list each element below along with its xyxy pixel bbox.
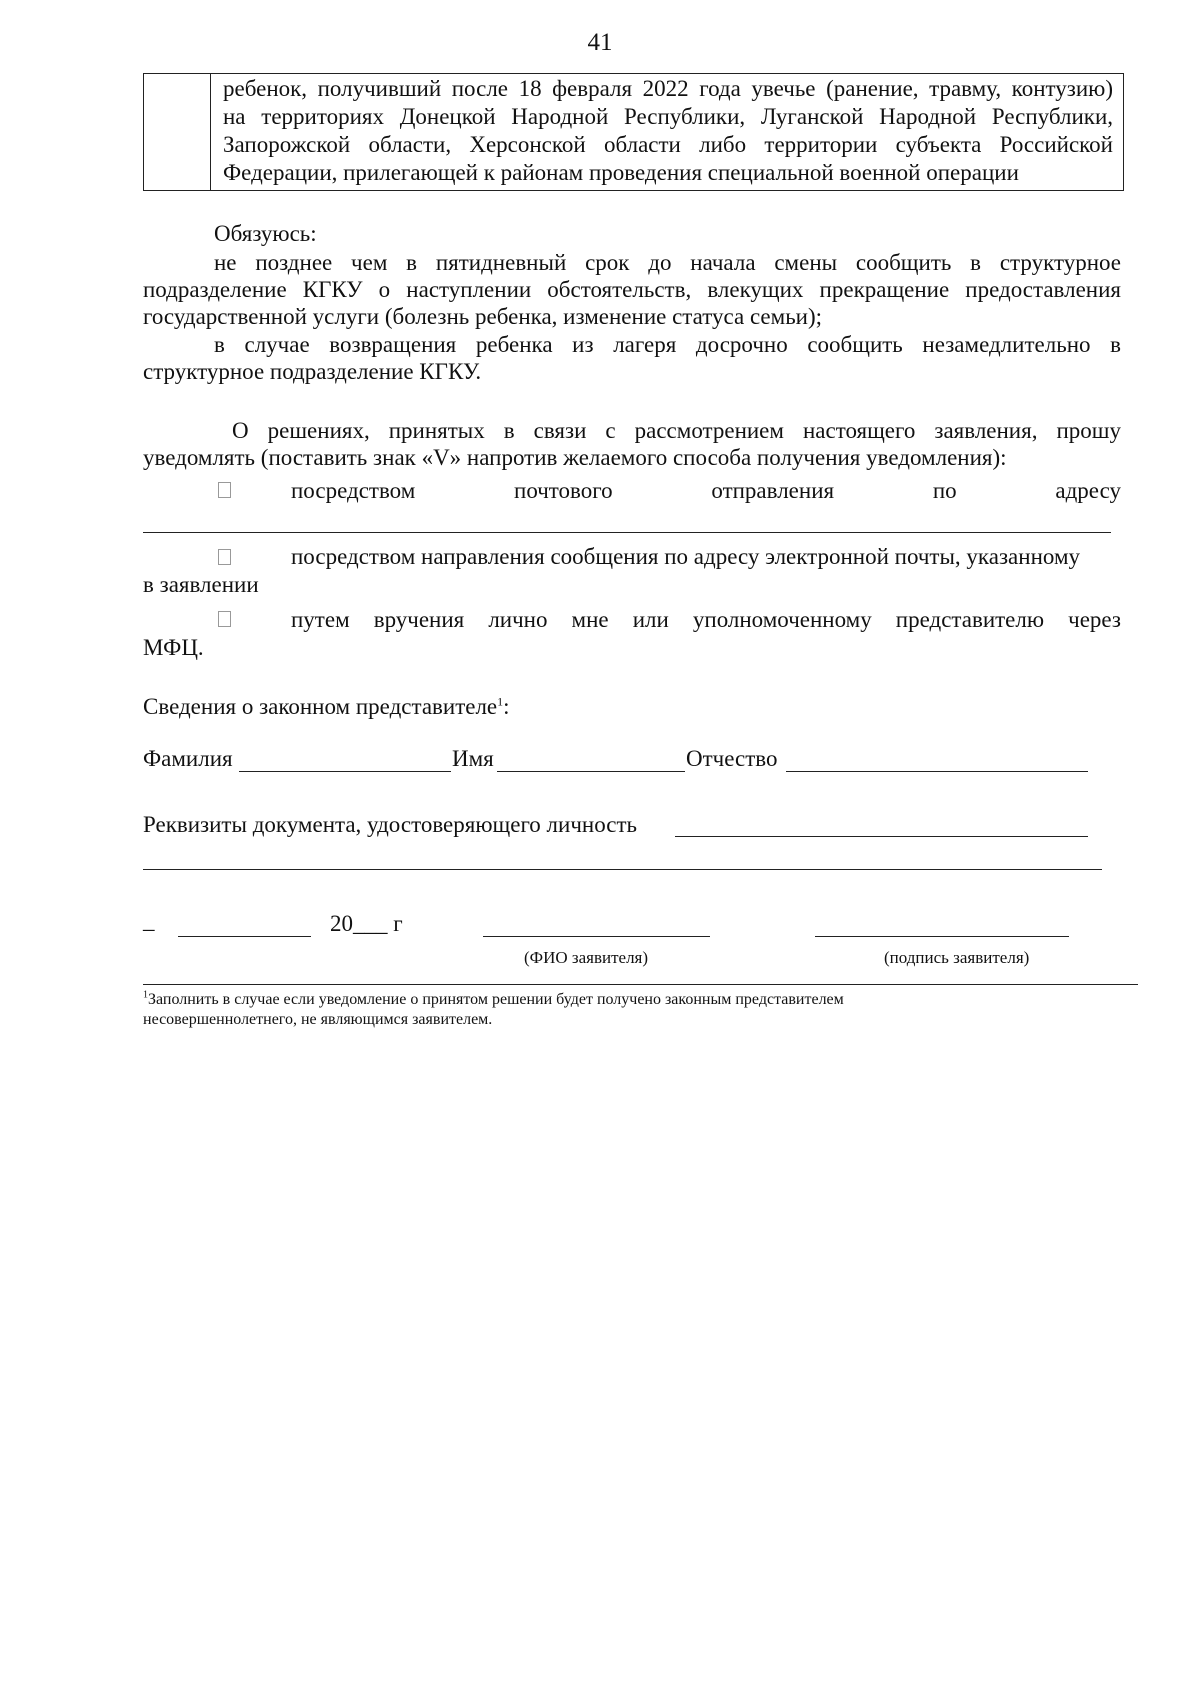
document-details-field-continued[interactable] (143, 869, 1102, 870)
applicant-name-field[interactable] (483, 936, 710, 937)
mfc-option-label-continued: МФЦ. (143, 635, 204, 660)
year-field[interactable] (330, 910, 403, 938)
fio-caption: (ФИО заявителя) (524, 948, 649, 967)
email-option-checkbox[interactable] (218, 549, 231, 565)
table-text-line: ребенок, получивший после 18 февраля 2022 года увечье (ранение, травму, контузию) (223, 76, 1113, 101)
year-suffix: г (393, 911, 403, 936)
page-number: 41 (587, 29, 613, 56)
post-address-field-line[interactable] (143, 532, 1111, 533)
footnote-line-2: несовершеннолетнего, не являющимся заявителем. (143, 1011, 493, 1028)
representative-heading-colon: : (503, 694, 510, 719)
patronymic-field[interactable] (786, 771, 1088, 772)
obligations-heading: Обязуюсь: (214, 221, 317, 246)
document-details-label: Реквизиты документа, удостоверяющего личность (143, 812, 638, 837)
obligation-item-1-line: государственной услуги (болезнь ребенка, изменение статуса семьи); (143, 304, 823, 329)
footnote-text-line (143, 990, 844, 1010)
notification-intro-line: О решениях, принятых в связи с рассмотрением настоящего заявления, прошу (232, 418, 1121, 443)
obligation-item-1-line: не позднее чем в пятидневный срок до начала смены сообщить в структурное (214, 250, 1121, 275)
table-text-line: Федерации, прилегающей к районам проведения специальной военной операции (223, 160, 1019, 185)
footnote-line-1: Заполнить в случае если уведомление о принятом решении будет получено законным представителем (148, 991, 844, 1008)
table-text-line: Запорожской области, Херсонской области либо территории субъекта Российской (223, 132, 1113, 157)
representative-heading-text: Сведения о законном представителе (143, 694, 498, 719)
document-details-field[interactable] (675, 836, 1088, 837)
signature-caption: (подпись заявителя) (884, 948, 1030, 967)
name-label: Имя (452, 746, 494, 771)
surname-field[interactable] (239, 771, 451, 772)
post-option-label: посредством почтового отправления по адресу (291, 478, 1121, 503)
date-month-field[interactable] (178, 936, 311, 937)
table-empty-cell (144, 74, 211, 190)
table-text-cell (223, 75, 1113, 187)
patronymic-label: Отчество (686, 746, 778, 771)
obligation-item-1-line: подразделение КГКУ о наступлении обстоятельств, влекущих прекращение предоставления (143, 277, 1121, 302)
obligation-item-2-line: в случае возвращения ребенка из лагеря досрочно сообщить незамедлительно в (214, 332, 1121, 357)
table-text-line: на территориях Донецкой Народной Республики, Луганской Народной Республики, (223, 104, 1113, 129)
post-option-checkbox[interactable] (218, 482, 231, 498)
footnote-mark: 1 (143, 989, 148, 1001)
mfc-option-label: путем вручения лично мне или уполномоченному представителю через (291, 607, 1121, 632)
mfc-option-checkbox[interactable] (218, 611, 231, 627)
applicant-signature-field[interactable] (815, 936, 1069, 937)
footnote-reference: 1 (497, 694, 504, 709)
table-row (143, 73, 1124, 191)
year-prefix: 20 (330, 911, 353, 936)
date-day-dash: _ (143, 908, 155, 933)
year-underscore: ___ (353, 911, 388, 936)
name-field[interactable] (497, 771, 685, 772)
obligation-item-2-line: структурное подразделение КГКУ. (143, 359, 482, 384)
notification-intro-line: уведомлять (поставить знак «V» напротив желаемого способа получения уведомления): (143, 445, 1007, 470)
representative-heading (143, 693, 510, 721)
email-option-label-continued: в заявлении (143, 572, 259, 597)
email-option-label: посредством направления сообщения по адресу электронной почты, указанному (291, 544, 1080, 569)
footnote-separator (143, 984, 1138, 985)
surname-label: Фамилия (143, 746, 233, 771)
